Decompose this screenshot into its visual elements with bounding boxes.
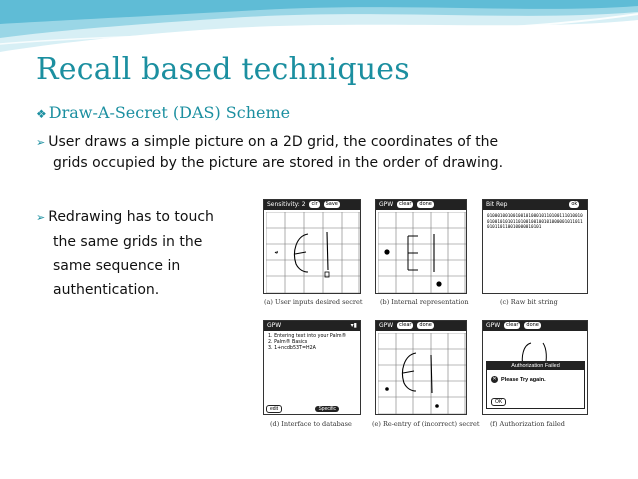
panel-f-caption: (f) Authorization failed	[490, 420, 565, 428]
arrow-bullet-icon: ➢	[36, 211, 46, 224]
panel-f-bar-label: GPW	[486, 322, 501, 329]
panel-d-bar-label: GPW	[267, 322, 282, 329]
panel-b-caption: (b) Internal representation	[380, 298, 469, 306]
panel-b-clear-button: clear	[399, 201, 412, 207]
panel-f-dialog-message: Please Try again.	[501, 377, 546, 383]
panel-f-dialog-title: Authorization Failed	[487, 362, 584, 370]
bullet-description-line2: grids occupied by the picture are stored in the order of drawing.	[53, 155, 504, 171]
error-icon: ✕	[492, 376, 497, 382]
panel-e-caption: (e) Re-entry of (incorrect) secret	[372, 420, 480, 428]
panel-f	[482, 320, 588, 415]
panel-b-topbar	[376, 200, 466, 210]
panel-f-clear-button: clear	[506, 322, 519, 328]
panel-d-list	[268, 334, 346, 352]
panel-d-list-item: 1. Entering text into your Palm®	[268, 334, 347, 339]
panel-d-bottom-bar	[266, 406, 339, 412]
panel-f-dialog-ok-button: OK	[491, 398, 506, 406]
panel-e-clear-button: clear	[399, 322, 412, 328]
panel-b-grid	[378, 212, 466, 294]
panel-d	[263, 320, 361, 415]
bullet-redrawing-line2: the same grids in the	[53, 234, 203, 250]
panel-d-list-item: 3. 1+ncdb53T=H2A	[268, 346, 316, 351]
bullet-redrawing-line3: same sequence in	[53, 258, 181, 274]
panel-c-caption: (c) Raw bit string	[500, 298, 558, 306]
panel-d-list-item: 2. Palm® Basics	[268, 340, 308, 345]
panel-d-edit-button: edit	[266, 405, 282, 413]
panel-b-done-button: done	[419, 201, 432, 207]
panel-e-grid	[378, 333, 466, 415]
panel-a-save-button: Save	[325, 201, 338, 207]
bullet-description	[36, 132, 503, 174]
panel-c	[482, 199, 588, 294]
panel-e-topbar	[376, 321, 466, 331]
bullet-redrawing	[36, 205, 214, 302]
panel-e	[375, 320, 467, 415]
bullet-description-line1: User draws a simple picture on a 2D grid, the coordinates of the	[48, 134, 499, 150]
panel-d-specific-button: Specific	[315, 406, 339, 412]
panel-f-done-button: done	[526, 322, 539, 328]
panel-a-clr-button: clr	[311, 201, 318, 207]
panel-d-topbar	[264, 321, 360, 331]
panel-c-bar-label: Bit Rep	[486, 201, 508, 208]
panel-a-bar-label: Sensitivity: 2	[267, 201, 306, 208]
panel-c-bit-string: 01000100100100101000101101001110100100100101010110100100100101000001011011010110110010000010101	[487, 214, 583, 230]
panel-a-topbar	[264, 200, 360, 210]
panel-b	[375, 199, 467, 294]
panel-a-grid	[266, 212, 360, 294]
panel-d-caption: (d) Interface to database	[270, 420, 352, 428]
bullet-redrawing-line1: Redrawing has to touch	[48, 209, 214, 225]
panel-d-menu-icon: ▾▮	[350, 322, 357, 329]
panel-e-done-button: done	[419, 322, 432, 328]
panel-c-ok-button: ok	[571, 201, 578, 207]
bullet-das-text: Draw-A-Secret (DAS) Scheme	[48, 103, 291, 122]
header-banner	[0, 0, 638, 60]
panel-e-bar-label: GPW	[379, 322, 394, 329]
panel-f-dialog	[486, 361, 585, 409]
panel-f-topbar	[483, 321, 587, 331]
bullet-das	[36, 103, 290, 122]
diamond-bullet-icon: ❖	[36, 107, 47, 121]
panel-a-caption: (a) User inputs desired secret	[264, 298, 363, 306]
panel-c-topbar	[483, 200, 587, 210]
panel-b-bar-label: GPW	[379, 201, 394, 208]
bullet-redrawing-line4: authentication.	[53, 282, 160, 298]
arrow-bullet-icon: ➢	[36, 136, 46, 149]
panel-a	[263, 199, 361, 294]
slide-title: Recall based techniques	[36, 52, 410, 87]
